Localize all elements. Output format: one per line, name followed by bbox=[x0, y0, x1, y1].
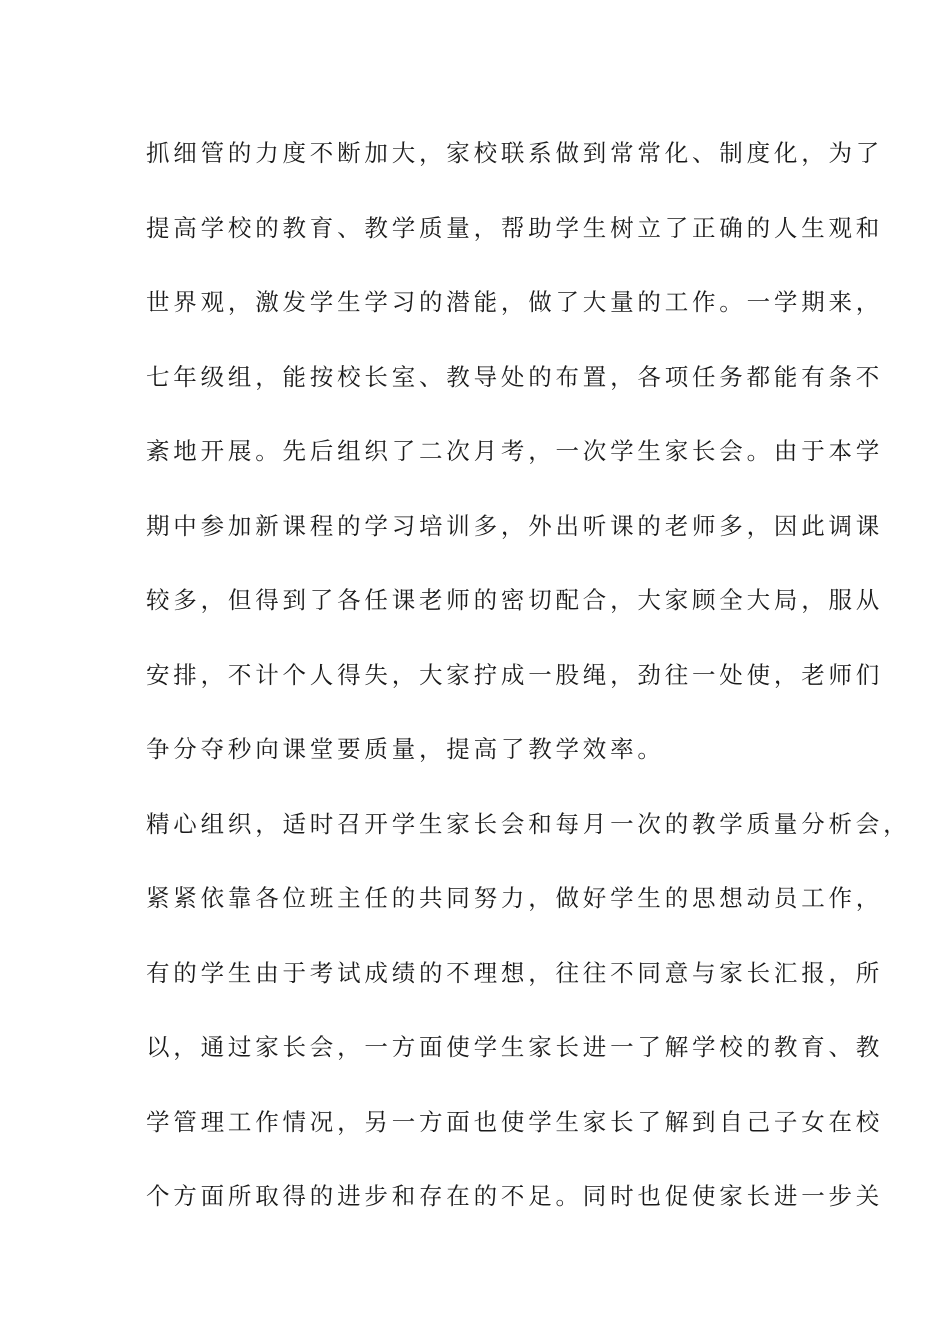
text-line-2: 提高学校的教育、教学质量，帮助学生树立了正确的人生观和 bbox=[146, 213, 884, 242]
text-line-3: 世界观，激发学生学习的潜能，做了大量的工作。一学期来， bbox=[146, 288, 884, 316]
body-text bbox=[146, 132, 911, 1250]
text-line-9: 争分夺秒向课堂要质量，提高了教学效率。 bbox=[146, 735, 665, 763]
text-line-10: 精心组织，适时召开学生家长会和每月一次的教学质量分析会， bbox=[146, 809, 911, 838]
text-line-5: 紊地开展。先后组织了二次月考，一次学生家长会。由于本学 bbox=[146, 437, 884, 465]
text-line-4: 七年级组，能按校长室、教导处的布置，各项任务都能有条不 bbox=[146, 362, 884, 391]
text-line-8: 安排，不计个人得失，大家拧成一股绳，劲往一处使，老师们 bbox=[146, 660, 884, 689]
text-line-15: 个方面所取得的进步和存在的不足。同时也促使家长进一步关 bbox=[146, 1182, 884, 1210]
text-line-6: 期中参加新课程的学习培训多，外出听课的老师多，因此调课 bbox=[146, 511, 884, 540]
text-line-11: 紧紧依靠各位班主任的共同努力，做好学生的思想动员工作， bbox=[146, 884, 884, 912]
text-line-12: 有的学生由于考试成绩的不理想，往往不同意与家长汇报，所 bbox=[146, 958, 884, 987]
text-line-13: 以，通过家长会，一方面使学生家长进一了解学校的教育、教 bbox=[146, 1033, 884, 1061]
text-line-14: 学管理工作情况，另一方面也使学生家长了解到自己子女在校 bbox=[146, 1107, 884, 1136]
text-line-7: 较多，但得到了各任课老师的密切配合，大家顾全大局，服从 bbox=[146, 586, 884, 614]
text-line-1: 抓细管的力度不断加大，家校联系做到常常化、制度化，为了 bbox=[146, 139, 884, 167]
